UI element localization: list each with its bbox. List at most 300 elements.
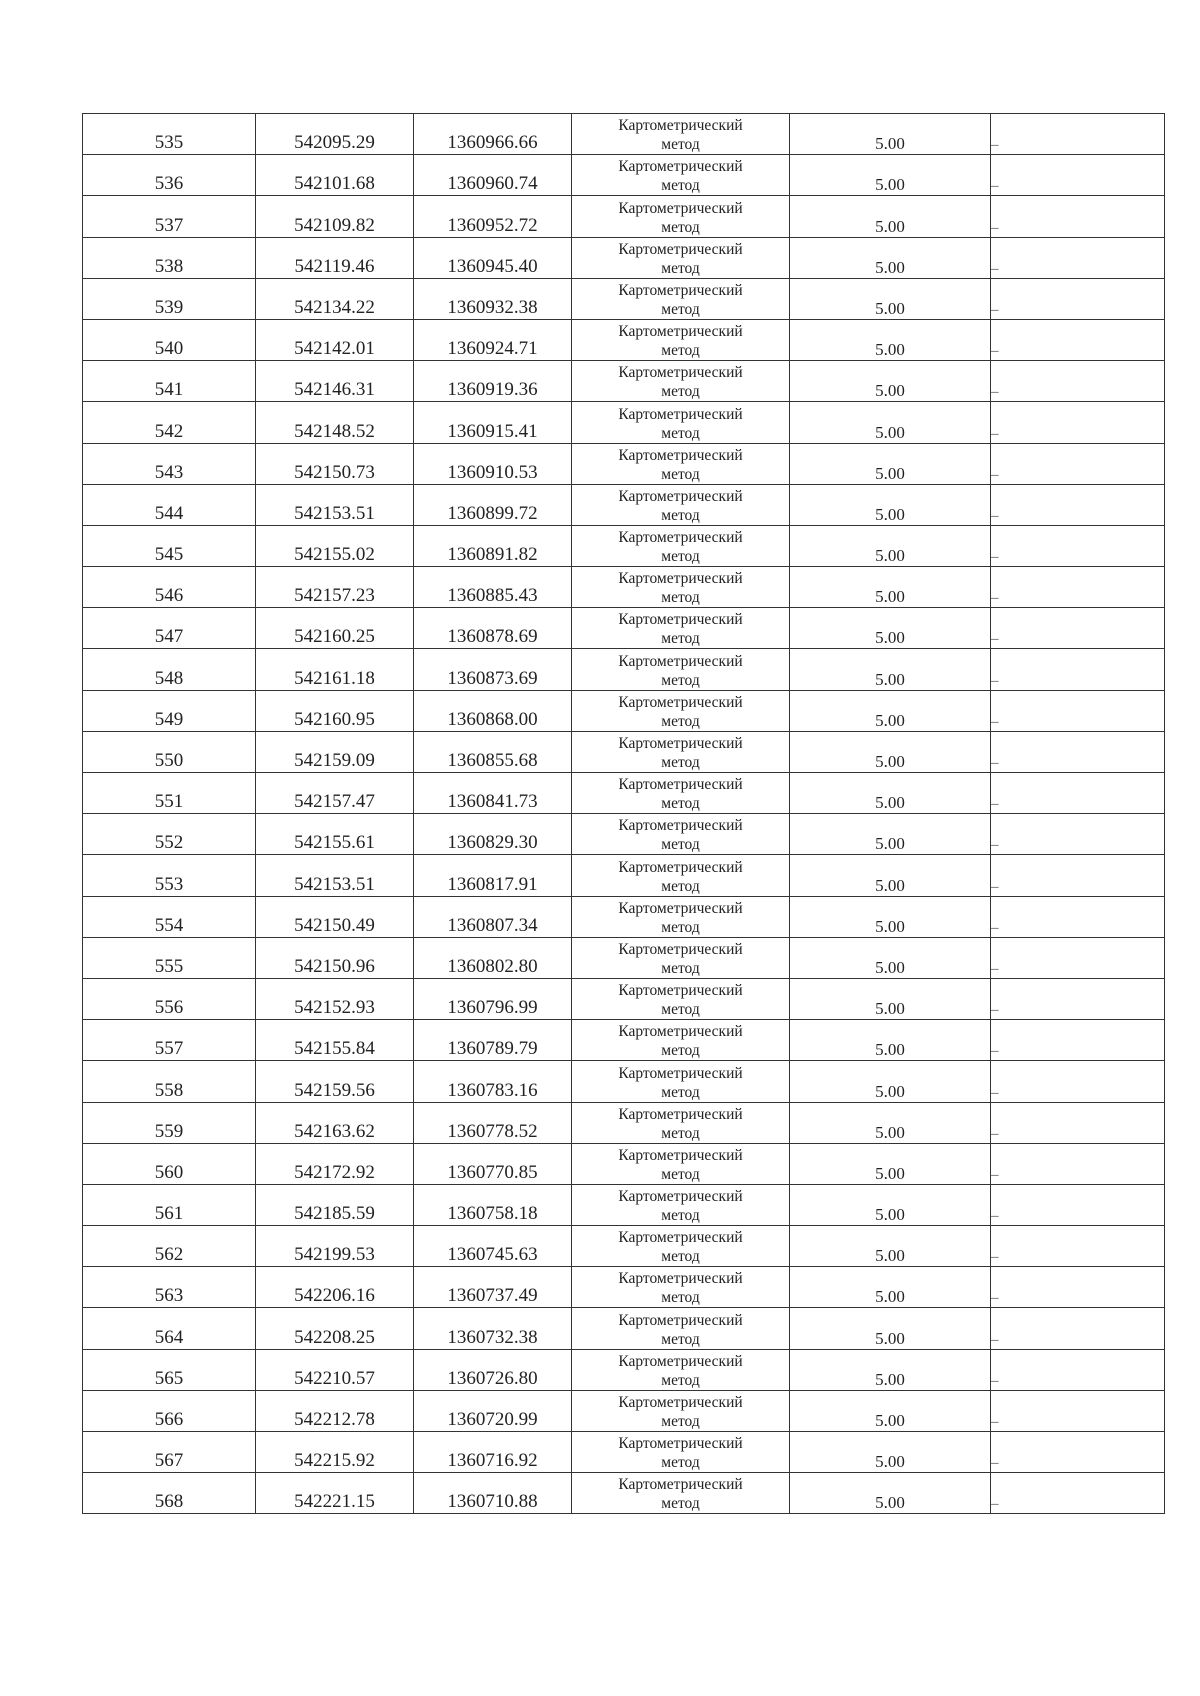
table-row — [83, 896, 1165, 937]
accuracy-cell: 5.00 — [790, 278, 991, 319]
note-cell: – — [991, 1267, 1165, 1308]
accuracy-cell: 5.00 — [790, 1349, 991, 1390]
method-cell — [572, 814, 790, 855]
method-line-2: метод — [661, 136, 700, 154]
method-line-2: метод — [661, 548, 700, 566]
y-coordinate-cell: 1360817.91 — [414, 855, 572, 896]
point-number-cell: 568 — [83, 1473, 256, 1514]
point-number-cell: 550 — [83, 731, 256, 772]
point-number-cell: 553 — [83, 855, 256, 896]
method-line-1: Картометрический — [618, 158, 743, 176]
y-coordinate-cell: 1360710.88 — [414, 1473, 572, 1514]
method-line-1: Картометрический — [618, 1229, 743, 1247]
method-cell — [572, 937, 790, 978]
x-coordinate-cell: 542221.15 — [256, 1473, 414, 1514]
y-coordinate-cell: 1360868.00 — [414, 690, 572, 731]
table-row — [83, 937, 1165, 978]
method-line-2: метод — [661, 1413, 700, 1430]
accuracy-cell: 5.00 — [790, 443, 991, 484]
point-number-cell: 565 — [83, 1349, 256, 1390]
method-cell — [572, 114, 790, 155]
method-cell — [572, 1226, 790, 1267]
x-coordinate-cell: 542159.09 — [256, 731, 414, 772]
note-cell: – — [991, 1226, 1165, 1267]
table-row — [83, 1432, 1165, 1473]
table-row — [83, 155, 1165, 196]
method-cell — [572, 361, 790, 402]
method-line-2: метод — [661, 1495, 700, 1513]
method-line-2: метод — [661, 1248, 700, 1266]
table-row — [83, 1226, 1165, 1267]
method-cell — [572, 1432, 790, 1473]
point-number-cell: 536 — [83, 155, 256, 196]
x-coordinate-cell: 542212.78 — [256, 1390, 414, 1431]
method-cell — [572, 196, 790, 237]
method-cell — [572, 1267, 790, 1308]
accuracy-cell: 5.00 — [790, 773, 991, 814]
method-line-1: Картометрический — [618, 1188, 743, 1206]
method-line-1: Картометрический — [618, 776, 743, 794]
point-number-cell: 544 — [83, 484, 256, 525]
point-number-cell: 549 — [83, 690, 256, 731]
accuracy-cell: 5.00 — [790, 690, 991, 731]
accuracy-cell: 5.00 — [790, 1432, 991, 1473]
point-number-cell: 562 — [83, 1226, 256, 1267]
x-coordinate-cell: 542152.93 — [256, 978, 414, 1019]
method-line-2: метод — [661, 1330, 700, 1348]
y-coordinate-cell: 1360829.30 — [414, 814, 572, 855]
note-cell: – — [991, 319, 1165, 360]
method-line-2: метод — [661, 342, 700, 360]
x-coordinate-cell: 542148.52 — [256, 402, 414, 443]
note-cell: – — [991, 1308, 1165, 1349]
point-number-cell: 563 — [83, 1267, 256, 1308]
x-coordinate-cell: 542150.96 — [256, 937, 414, 978]
method-cell — [572, 1349, 790, 1390]
method-line-2: метод — [661, 836, 700, 854]
method-cell — [572, 402, 790, 443]
x-coordinate-cell: 542206.16 — [256, 1267, 414, 1308]
y-coordinate-cell: 1360726.80 — [414, 1349, 572, 1390]
method-line-1: Картометрический — [618, 487, 743, 505]
method-cell — [572, 1473, 790, 1514]
accuracy-cell: 5.00 — [790, 402, 991, 443]
method-line-2: метод — [661, 1207, 700, 1225]
accuracy-cell: 5.00 — [790, 1061, 991, 1102]
x-coordinate-cell: 542146.31 — [256, 361, 414, 402]
y-coordinate-cell: 1360770.85 — [414, 1143, 572, 1184]
method-line-2: метод — [661, 506, 700, 524]
y-coordinate-cell: 1360732.38 — [414, 1308, 572, 1349]
note-cell: – — [991, 1390, 1165, 1431]
y-coordinate-cell: 1360915.41 — [414, 402, 572, 443]
note-cell: – — [991, 690, 1165, 731]
table-row — [83, 1184, 1165, 1225]
table-row — [83, 1061, 1165, 1102]
point-number-cell: 559 — [83, 1102, 256, 1143]
note-cell: – — [991, 1061, 1165, 1102]
point-number-cell: 552 — [83, 814, 256, 855]
table-row — [83, 773, 1165, 814]
method-line-2: метод — [661, 424, 700, 442]
note-cell: – — [991, 896, 1165, 937]
table-row — [83, 443, 1165, 484]
accuracy-cell: 5.00 — [790, 855, 991, 896]
point-number-cell: 538 — [83, 237, 256, 278]
y-coordinate-cell: 1360932.38 — [414, 278, 572, 319]
x-coordinate-cell: 542101.68 — [256, 155, 414, 196]
table-row — [83, 1020, 1165, 1061]
table-row — [83, 608, 1165, 649]
accuracy-cell: 5.00 — [790, 155, 991, 196]
method-line-1: Картометрический — [618, 570, 743, 588]
note-cell: – — [991, 1473, 1165, 1514]
table-row — [83, 114, 1165, 155]
table-row — [83, 855, 1165, 896]
method-cell — [572, 278, 790, 319]
method-line-2: метод — [661, 589, 700, 607]
method-line-2: метод — [661, 1289, 700, 1307]
method-line-1: Картометрический — [618, 940, 743, 958]
note-cell: – — [991, 1432, 1165, 1473]
method-line-2: метод — [661, 671, 700, 689]
y-coordinate-cell: 1360873.69 — [414, 649, 572, 690]
y-coordinate-cell: 1360745.63 — [414, 1226, 572, 1267]
method-line-1: Картометрический — [618, 817, 743, 835]
y-coordinate-cell: 1360924.71 — [414, 319, 572, 360]
note-cell: – — [991, 731, 1165, 772]
note-cell: – — [991, 937, 1165, 978]
point-number-cell: 558 — [83, 1061, 256, 1102]
accuracy-cell: 5.00 — [790, 1308, 991, 1349]
table-row — [83, 237, 1165, 278]
point-number-cell: 555 — [83, 937, 256, 978]
y-coordinate-cell: 1360899.72 — [414, 484, 572, 525]
table-row — [83, 567, 1165, 608]
method-cell — [572, 608, 790, 649]
table-row — [83, 1143, 1165, 1184]
y-coordinate-cell: 1360960.74 — [414, 155, 572, 196]
x-coordinate-cell: 542159.56 — [256, 1061, 414, 1102]
accuracy-cell: 5.00 — [790, 1184, 991, 1225]
method-line-1: Картометрический — [618, 611, 743, 629]
point-number-cell: 547 — [83, 608, 256, 649]
method-line-2: метод — [661, 259, 700, 277]
accuracy-cell: 5.00 — [790, 1390, 991, 1431]
y-coordinate-cell: 1360758.18 — [414, 1184, 572, 1225]
point-number-cell: 548 — [83, 649, 256, 690]
accuracy-cell: 5.00 — [790, 1102, 991, 1143]
note-cell: – — [991, 1143, 1165, 1184]
table-row — [83, 978, 1165, 1019]
y-coordinate-cell: 1360796.99 — [414, 978, 572, 1019]
accuracy-cell: 5.00 — [790, 978, 991, 1019]
method-line-1: Картометрический — [618, 240, 743, 258]
accuracy-cell: 5.00 — [790, 608, 991, 649]
y-coordinate-cell: 1360919.36 — [414, 361, 572, 402]
point-number-cell: 545 — [83, 525, 256, 566]
y-coordinate-cell: 1360952.72 — [414, 196, 572, 237]
table-row — [83, 484, 1165, 525]
method-cell — [572, 649, 790, 690]
x-coordinate-cell: 542150.49 — [256, 896, 414, 937]
table-row — [83, 1267, 1165, 1308]
method-line-2: метод — [661, 1165, 700, 1183]
point-number-cell: 557 — [83, 1020, 256, 1061]
y-coordinate-cell: 1360855.68 — [414, 731, 572, 772]
x-coordinate-cell: 542161.18 — [256, 649, 414, 690]
method-line-1: Картометрический — [618, 1352, 743, 1370]
method-line-2: метод — [661, 1454, 700, 1472]
x-coordinate-cell: 542157.23 — [256, 567, 414, 608]
table-row — [83, 1473, 1165, 1514]
method-line-1: Картометрический — [618, 693, 743, 711]
x-coordinate-cell: 542134.22 — [256, 278, 414, 319]
x-coordinate-cell: 542185.59 — [256, 1184, 414, 1225]
method-line-2: метод — [661, 465, 700, 483]
accuracy-cell: 5.00 — [790, 649, 991, 690]
table-row — [83, 690, 1165, 731]
table-row — [83, 278, 1165, 319]
table-row — [83, 1308, 1165, 1349]
table-row — [83, 1390, 1165, 1431]
accuracy-cell: 5.00 — [790, 1267, 991, 1308]
y-coordinate-cell: 1360778.52 — [414, 1102, 572, 1143]
table-row — [83, 731, 1165, 772]
x-coordinate-cell: 542155.02 — [256, 525, 414, 566]
method-line-2: метод — [661, 959, 700, 977]
method-line-1: Картометрический — [618, 1146, 743, 1164]
method-line-1: Картометрический — [618, 446, 743, 464]
accuracy-cell: 5.00 — [790, 937, 991, 978]
y-coordinate-cell: 1360910.53 — [414, 443, 572, 484]
note-cell: – — [991, 278, 1165, 319]
method-line-1: Картометрический — [618, 899, 743, 917]
method-cell — [572, 1102, 790, 1143]
x-coordinate-cell: 542172.92 — [256, 1143, 414, 1184]
accuracy-cell: 5.00 — [790, 319, 991, 360]
x-coordinate-cell: 542208.25 — [256, 1308, 414, 1349]
method-line-1: Картометрический — [618, 281, 743, 299]
method-cell — [572, 319, 790, 360]
note-cell: – — [991, 237, 1165, 278]
x-coordinate-cell: 542142.01 — [256, 319, 414, 360]
note-cell: – — [991, 649, 1165, 690]
method-line-1: Картометрический — [618, 858, 743, 876]
note-cell: – — [991, 525, 1165, 566]
method-line-1: Картометрический — [618, 1476, 743, 1494]
table-row — [83, 319, 1165, 360]
method-cell — [572, 1143, 790, 1184]
method-line-2: метод — [661, 712, 700, 730]
method-cell — [572, 1184, 790, 1225]
method-line-1: Картометрический — [618, 529, 743, 547]
accuracy-cell: 5.00 — [790, 896, 991, 937]
method-line-1: Картометрический — [618, 117, 743, 135]
method-line-2: метод — [661, 630, 700, 648]
method-line-1: Картометрический — [618, 323, 743, 341]
method-line-2: метод — [661, 1083, 700, 1101]
note-cell: – — [991, 567, 1165, 608]
point-number-cell: 564 — [83, 1308, 256, 1349]
x-coordinate-cell: 542150.73 — [256, 443, 414, 484]
accuracy-cell: 5.00 — [790, 567, 991, 608]
accuracy-cell: 5.00 — [790, 1473, 991, 1514]
point-number-cell: 566 — [83, 1390, 256, 1431]
y-coordinate-cell: 1360841.73 — [414, 773, 572, 814]
point-number-cell: 537 — [83, 196, 256, 237]
note-cell: – — [991, 1102, 1165, 1143]
method-cell — [572, 690, 790, 731]
accuracy-cell: 5.00 — [790, 1143, 991, 1184]
method-line-2: метод — [661, 877, 700, 895]
method-cell — [572, 443, 790, 484]
note-cell: – — [991, 1020, 1165, 1061]
method-line-2: метод — [661, 754, 700, 771]
accuracy-cell: 5.00 — [790, 196, 991, 237]
y-coordinate-cell: 1360789.79 — [414, 1020, 572, 1061]
table-row — [83, 402, 1165, 443]
point-number-cell: 551 — [83, 773, 256, 814]
x-coordinate-cell: 542160.25 — [256, 608, 414, 649]
method-line-2: метод — [661, 1001, 700, 1019]
method-line-2: метод — [661, 383, 700, 401]
method-line-1: Картометрический — [618, 1105, 743, 1123]
method-cell — [572, 731, 790, 772]
note-cell: – — [991, 361, 1165, 402]
y-coordinate-cell: 1360783.16 — [414, 1061, 572, 1102]
note-cell: – — [991, 484, 1165, 525]
point-number-cell: 546 — [83, 567, 256, 608]
y-coordinate-cell: 1360737.49 — [414, 1267, 572, 1308]
accuracy-cell: 5.00 — [790, 237, 991, 278]
x-coordinate-cell: 542215.92 — [256, 1432, 414, 1473]
method-cell — [572, 855, 790, 896]
y-coordinate-cell: 1360891.82 — [414, 525, 572, 566]
method-line-1: Картометрический — [618, 1435, 743, 1453]
table-row — [83, 814, 1165, 855]
method-cell — [572, 1308, 790, 1349]
point-number-cell: 539 — [83, 278, 256, 319]
note-cell: – — [991, 114, 1165, 155]
accuracy-cell: 5.00 — [790, 114, 991, 155]
method-line-2: метод — [661, 918, 700, 936]
method-cell — [572, 1020, 790, 1061]
method-line-1: Картометрический — [618, 1311, 743, 1329]
note-cell: – — [991, 443, 1165, 484]
y-coordinate-cell: 1360802.80 — [414, 937, 572, 978]
note-cell: – — [991, 196, 1165, 237]
coordinates-table — [82, 113, 1165, 1514]
method-cell — [572, 896, 790, 937]
method-line-2: метод — [661, 218, 700, 236]
x-coordinate-cell: 542160.95 — [256, 690, 414, 731]
x-coordinate-cell: 542163.62 — [256, 1102, 414, 1143]
y-coordinate-cell: 1360878.69 — [414, 608, 572, 649]
method-line-1: Картометрический — [618, 199, 743, 217]
method-line-1: Картометрический — [618, 405, 743, 423]
note-cell: – — [991, 1184, 1165, 1225]
x-coordinate-cell: 542109.82 — [256, 196, 414, 237]
coordinates-table-body — [83, 114, 1165, 1514]
method-line-1: Картометрический — [618, 1270, 743, 1288]
x-coordinate-cell: 542095.29 — [256, 114, 414, 155]
point-number-cell: 541 — [83, 361, 256, 402]
note-cell: – — [991, 1349, 1165, 1390]
table-row — [83, 196, 1165, 237]
point-number-cell: 540 — [83, 319, 256, 360]
method-line-1: Картометрический — [618, 652, 743, 670]
table-row — [83, 525, 1165, 566]
method-line-2: метод — [661, 795, 700, 813]
point-number-cell: 560 — [83, 1143, 256, 1184]
point-number-cell: 543 — [83, 443, 256, 484]
point-number-cell: 567 — [83, 1432, 256, 1473]
x-coordinate-cell: 542153.51 — [256, 855, 414, 896]
accuracy-cell: 5.00 — [790, 1020, 991, 1061]
x-coordinate-cell: 542210.57 — [256, 1349, 414, 1390]
method-cell — [572, 237, 790, 278]
note-cell: – — [991, 402, 1165, 443]
table-row — [83, 649, 1165, 690]
y-coordinate-cell: 1360807.34 — [414, 896, 572, 937]
point-number-cell: 535 — [83, 114, 256, 155]
method-cell — [572, 773, 790, 814]
method-cell — [572, 978, 790, 1019]
x-coordinate-cell: 542155.61 — [256, 814, 414, 855]
table-row — [83, 1349, 1165, 1390]
accuracy-cell: 5.00 — [790, 731, 991, 772]
method-cell — [572, 1061, 790, 1102]
method-line-1: Картометрический — [618, 982, 743, 1000]
note-cell: – — [991, 155, 1165, 196]
table-row — [83, 361, 1165, 402]
note-cell: – — [991, 608, 1165, 649]
point-number-cell: 554 — [83, 896, 256, 937]
accuracy-cell: 5.00 — [790, 525, 991, 566]
x-coordinate-cell: 542199.53 — [256, 1226, 414, 1267]
accuracy-cell: 5.00 — [790, 484, 991, 525]
method-line-1: Картометрический — [618, 1023, 743, 1041]
method-line-1: Картометрический — [618, 1394, 743, 1411]
accuracy-cell: 5.00 — [790, 814, 991, 855]
note-cell: – — [991, 814, 1165, 855]
method-cell — [572, 155, 790, 196]
y-coordinate-cell: 1360720.99 — [414, 1390, 572, 1431]
method-line-2: метод — [661, 300, 700, 318]
method-cell — [572, 525, 790, 566]
accuracy-cell: 5.00 — [790, 1226, 991, 1267]
method-cell — [572, 484, 790, 525]
point-number-cell: 556 — [83, 978, 256, 1019]
y-coordinate-cell: 1360885.43 — [414, 567, 572, 608]
note-cell: – — [991, 978, 1165, 1019]
point-number-cell: 561 — [83, 1184, 256, 1225]
note-cell: – — [991, 773, 1165, 814]
x-coordinate-cell: 542153.51 — [256, 484, 414, 525]
x-coordinate-cell: 542157.47 — [256, 773, 414, 814]
y-coordinate-cell: 1360945.40 — [414, 237, 572, 278]
method-line-2: метод — [661, 1371, 700, 1389]
method-line-1: Картометрический — [618, 364, 743, 382]
x-coordinate-cell: 542155.84 — [256, 1020, 414, 1061]
method-cell — [572, 1390, 790, 1431]
y-coordinate-cell: 1360716.92 — [414, 1432, 572, 1473]
note-cell: – — [991, 855, 1165, 896]
accuracy-cell: 5.00 — [790, 361, 991, 402]
method-line-2: метод — [661, 177, 700, 195]
table-row — [83, 1102, 1165, 1143]
